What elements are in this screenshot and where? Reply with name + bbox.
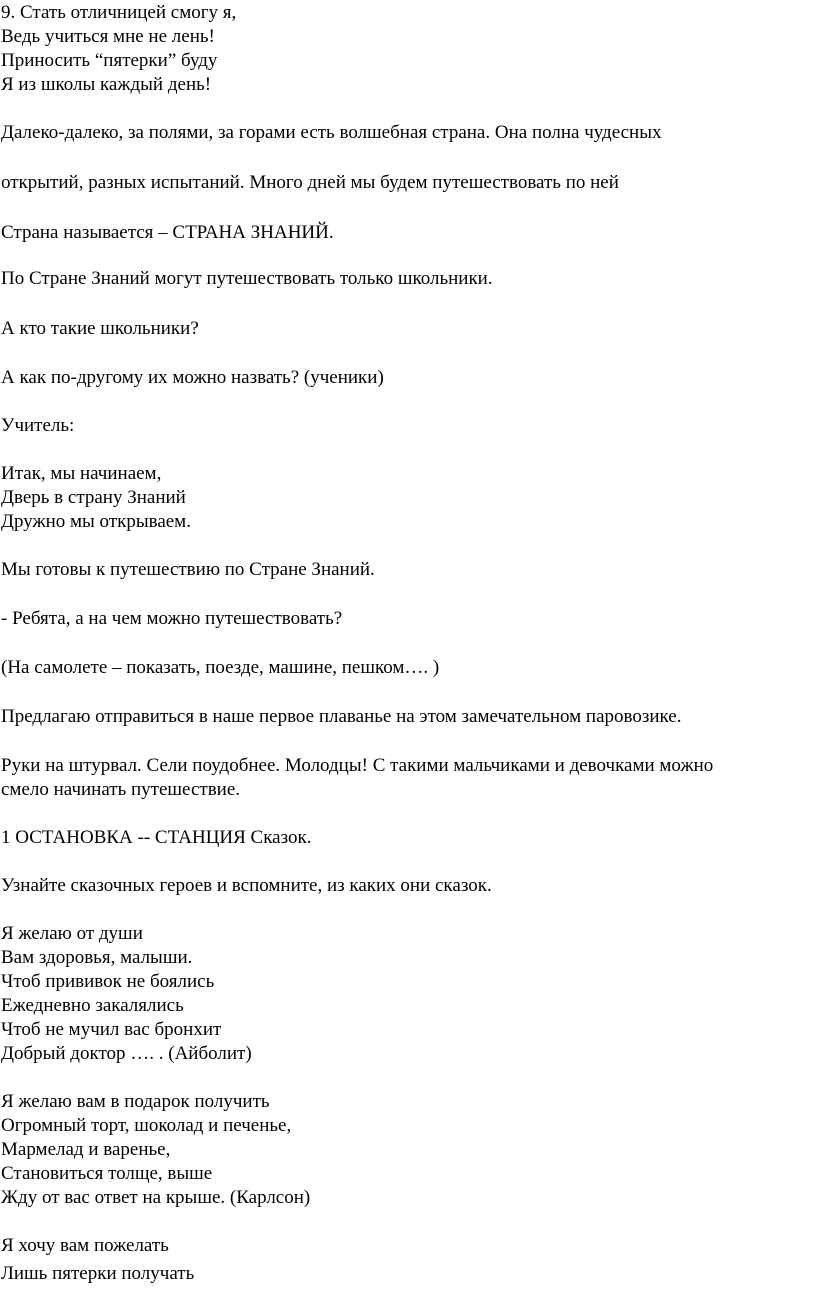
other-name-line: А как по-другому их можно назвать? (ученики)	[1, 367, 384, 388]
riddle-1-line-3: Чтоб прививок не боялись	[1, 971, 215, 992]
question-travel-line: - Ребята, а на чем можно путешествовать?	[1, 608, 343, 629]
country-name-line: Страна называется – СТРАНА ЗНАНИЙ.	[1, 222, 334, 243]
stop-1-heading: 1 ОСТАНОВКА -- СТАНЦИЯ Сказок.	[1, 827, 312, 848]
stanza-1-line-2: Ведь учиться мне не лень!	[1, 26, 215, 47]
riddle-2-line-1: Я желаю вам в подарок получить	[1, 1091, 270, 1112]
riddle-1-line-5: Чтоб не мучил вас бронхит	[1, 1019, 222, 1040]
riddle-2-line-5: Жду от вас ответ на крыше. (Карлсон)	[1, 1187, 311, 1208]
stanza-1-line-3: Приносить “пятерки” буду	[1, 50, 218, 71]
task-heroes-line: Узнайте сказочных героев и вспомните, из каких они сказок.	[1, 875, 492, 896]
riddle-1-line-2: Вам здоровья, малыши.	[1, 947, 193, 968]
stanza-1-line-4: Я из школы каждый день!	[1, 74, 212, 95]
riddle-3-line-1: Я хочу вам пожелать	[1, 1235, 169, 1256]
hands-paragraph-line-2: смело начинать путешествие.	[1, 779, 241, 800]
riddle-2-line-4: Становиться толще, выше	[1, 1163, 213, 1184]
stanza-2-line-2: Дверь в страну Знаний	[1, 487, 186, 508]
teacher-label: Учитель:	[1, 415, 75, 436]
schoolchildren-only-line: По Стране Знаний могут путешествовать только школьники.	[1, 268, 493, 289]
riddle-2-line-2: Огромный торт, шоколад и печенье,	[1, 1115, 292, 1136]
riddle-1-line-1: Я желаю от души	[1, 923, 143, 944]
intro-paragraph-line-2: открытий, разных испытаний. Много дней мы будем путешествовать по ней	[1, 172, 619, 193]
proposal-line: Предлагаю отправиться в наше первое плаванье на этом замечательном паровозике.	[1, 706, 682, 727]
riddle-1-line-4: Ежедневно закалялись	[1, 995, 184, 1016]
intro-paragraph-line-1: Далеко-далеко, за полями, за горами есть волшебная страна. Она полна чудесных	[1, 122, 662, 143]
riddle-2-line-3: Мармелад и варенье,	[1, 1139, 171, 1160]
hands-paragraph-line-1: Руки на штурвал. Сели поудобнее. Молодцы! С такими мальчиками и девочками можно	[1, 755, 714, 776]
stanza-1-line-1: 9. Стать отличницей смогу я,	[1, 2, 237, 23]
answers-travel-line: (На самолете – показать, поезде, машине, пешком…. )	[1, 657, 440, 678]
ready-line: Мы готовы к путешествию по Стране Знаний.	[1, 559, 375, 580]
riddle-1-line-6: Добрый доктор …. . (Айболит)	[1, 1043, 252, 1064]
riddle-3-line-2: Лишь пятерки получать	[1, 1263, 195, 1284]
stanza-2-line-3: Дружно мы открываем.	[1, 511, 191, 532]
stanza-2-line-1: Итак, мы начинаем,	[1, 463, 162, 484]
who-are-schoolchildren-line: А кто такие школьники?	[1, 318, 199, 339]
